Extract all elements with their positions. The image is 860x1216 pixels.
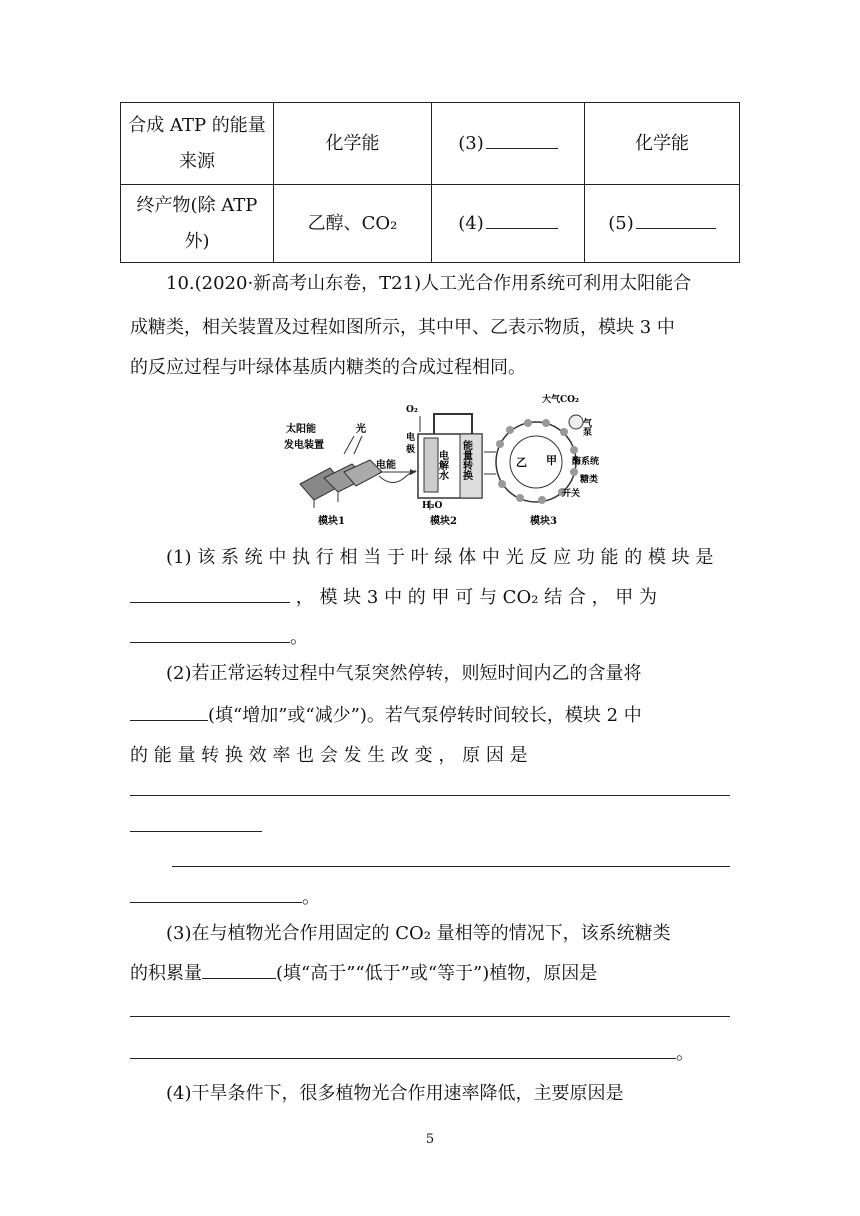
comparison-table — [120, 102, 740, 263]
answer-line — [130, 831, 262, 832]
label-electrode: 电 — [406, 433, 416, 443]
artificial-photosynthesis-diagram — [284, 392, 620, 532]
blank-number: (4) — [458, 212, 484, 234]
enzyme-dot — [570, 446, 578, 454]
q2-line3: 的 能 量 转 换 效 率 也 会 发 生 改 变 ， 原 因 是 — [130, 745, 528, 766]
table-cell — [274, 103, 432, 185]
light-arrow — [354, 436, 362, 454]
answer-blank — [130, 702, 208, 721]
answer-blank — [130, 624, 290, 643]
row-label — [121, 185, 274, 263]
label-light: 光 — [356, 424, 366, 435]
enzyme-dot — [516, 494, 524, 502]
label-atmo: 大气CO₂ — [542, 395, 579, 405]
label-m1: 模块1 — [318, 516, 345, 527]
question-intro-1: 10.(2020·新高考山东卷，T21)人工光合作用系统可利用太阳能合 — [166, 273, 692, 294]
label-jia: 甲 — [546, 454, 557, 467]
enzyme-dot — [524, 419, 532, 427]
label-m3: 模块3 — [530, 516, 557, 527]
enzyme-dot — [542, 419, 550, 427]
light-arrow — [344, 436, 354, 454]
q2-line1: (2)若正常运转过程中气泵突然停转，则短时间内乙的含量将 — [166, 663, 642, 684]
answer-blank — [636, 212, 716, 229]
q1-line3 — [130, 618, 730, 658]
label-o2: O₂ — [406, 405, 418, 415]
answer-line — [172, 866, 730, 867]
label-solar: 太阳能 — [286, 424, 316, 435]
q2-line-end — [130, 878, 730, 918]
q2-end: 。 — [302, 887, 320, 908]
q2-line2 — [130, 696, 730, 736]
question-intro-3: 的反应过程与叶绿体基质内糖类的合成过程相同。 — [130, 357, 526, 378]
answer-blank — [202, 960, 276, 979]
q3-line1: (3)在与植物光合作用固定的 CO₂ 量相等的情况下，该系统糖类 — [166, 923, 671, 944]
solar-panel-icon — [300, 460, 382, 508]
label-solar2: 发电装置 — [284, 440, 324, 451]
q3-end: 。 — [676, 1043, 694, 1064]
answer-blank — [130, 584, 290, 603]
table-cell — [432, 103, 585, 185]
table-cell — [585, 185, 740, 263]
label-electrolysis: 电解水 — [436, 450, 448, 480]
enzyme-dot — [498, 480, 506, 488]
cell-text: 化学能 — [325, 132, 380, 154]
table-cell — [432, 185, 585, 263]
blank-number: (3) — [458, 132, 484, 154]
label-electrode2: 极 — [406, 445, 416, 455]
enzyme-dot — [538, 496, 546, 504]
q1-line2 — [130, 578, 730, 618]
label-h2o: H₂O — [422, 501, 443, 511]
cell-text: 乙醇、CO₂ — [307, 212, 398, 234]
enzyme-dot — [570, 468, 578, 476]
cell-text: 化学能 — [635, 132, 689, 154]
q1-text: ， 模 块 3 中 的 甲 可 与 CO₂ 结 合 ， 甲 为 — [295, 587, 658, 608]
enzyme-dot — [506, 426, 514, 434]
page-number: 5 — [425, 1132, 435, 1147]
answer-blank — [130, 884, 302, 903]
cell-text: 终产物(除 ATP 外) — [136, 194, 258, 252]
enzyme-dot — [496, 440, 504, 448]
label-pump: 气泵 — [581, 418, 591, 436]
label-switch: 开关 — [562, 489, 581, 499]
answer-blank — [486, 132, 558, 149]
table-cell — [274, 185, 432, 263]
cell-text: 合成 ATP 的能量来源 — [128, 114, 266, 172]
label-enzyme: 酶系统 — [572, 457, 600, 467]
q1-line1: (1) 该 系 统 中 执 行 相 当 于 叶 绿 体 中 光 反 应 功 能 的 模 块 是 — [166, 547, 714, 568]
q1-end: 。 — [290, 627, 308, 648]
enzyme-dot — [560, 428, 568, 436]
label-m2: 模块2 — [430, 516, 457, 527]
row-label — [121, 103, 274, 185]
label-sugar: 糖类 — [580, 475, 599, 485]
answer-blank — [486, 212, 558, 229]
label-electric: 电能 — [376, 460, 396, 471]
answer-blank — [130, 1040, 676, 1059]
label-yi: 乙 — [516, 456, 527, 469]
arrowhead — [410, 469, 416, 475]
question-intro-2: 成糖类，相关装置及过程如图所示，其中甲、乙表示物质，模块 3 中 — [130, 317, 675, 338]
q3-text: 的积累量 — [130, 963, 202, 984]
answer-line — [130, 795, 730, 796]
table-row — [121, 103, 740, 185]
q4-line1: (4)干旱条件下，很多植物光合作用速率降低，主要原因是 — [166, 1083, 624, 1104]
gas-pipe — [434, 414, 472, 434]
q3-line2 — [130, 954, 730, 994]
q2-text: (填“增加”或“减少”)。若气泵停转时间较长，模块 2 中 — [208, 705, 642, 726]
q3-line-end — [130, 1034, 730, 1074]
label-energy: 能量转换 — [460, 440, 472, 480]
table-row — [121, 185, 740, 263]
q3-text: (填“高于”“低于”或“等于”)植物，原因是 — [276, 963, 598, 984]
blank-number: (5) — [608, 212, 634, 234]
table-cell — [585, 103, 740, 185]
answer-line — [130, 1016, 730, 1017]
